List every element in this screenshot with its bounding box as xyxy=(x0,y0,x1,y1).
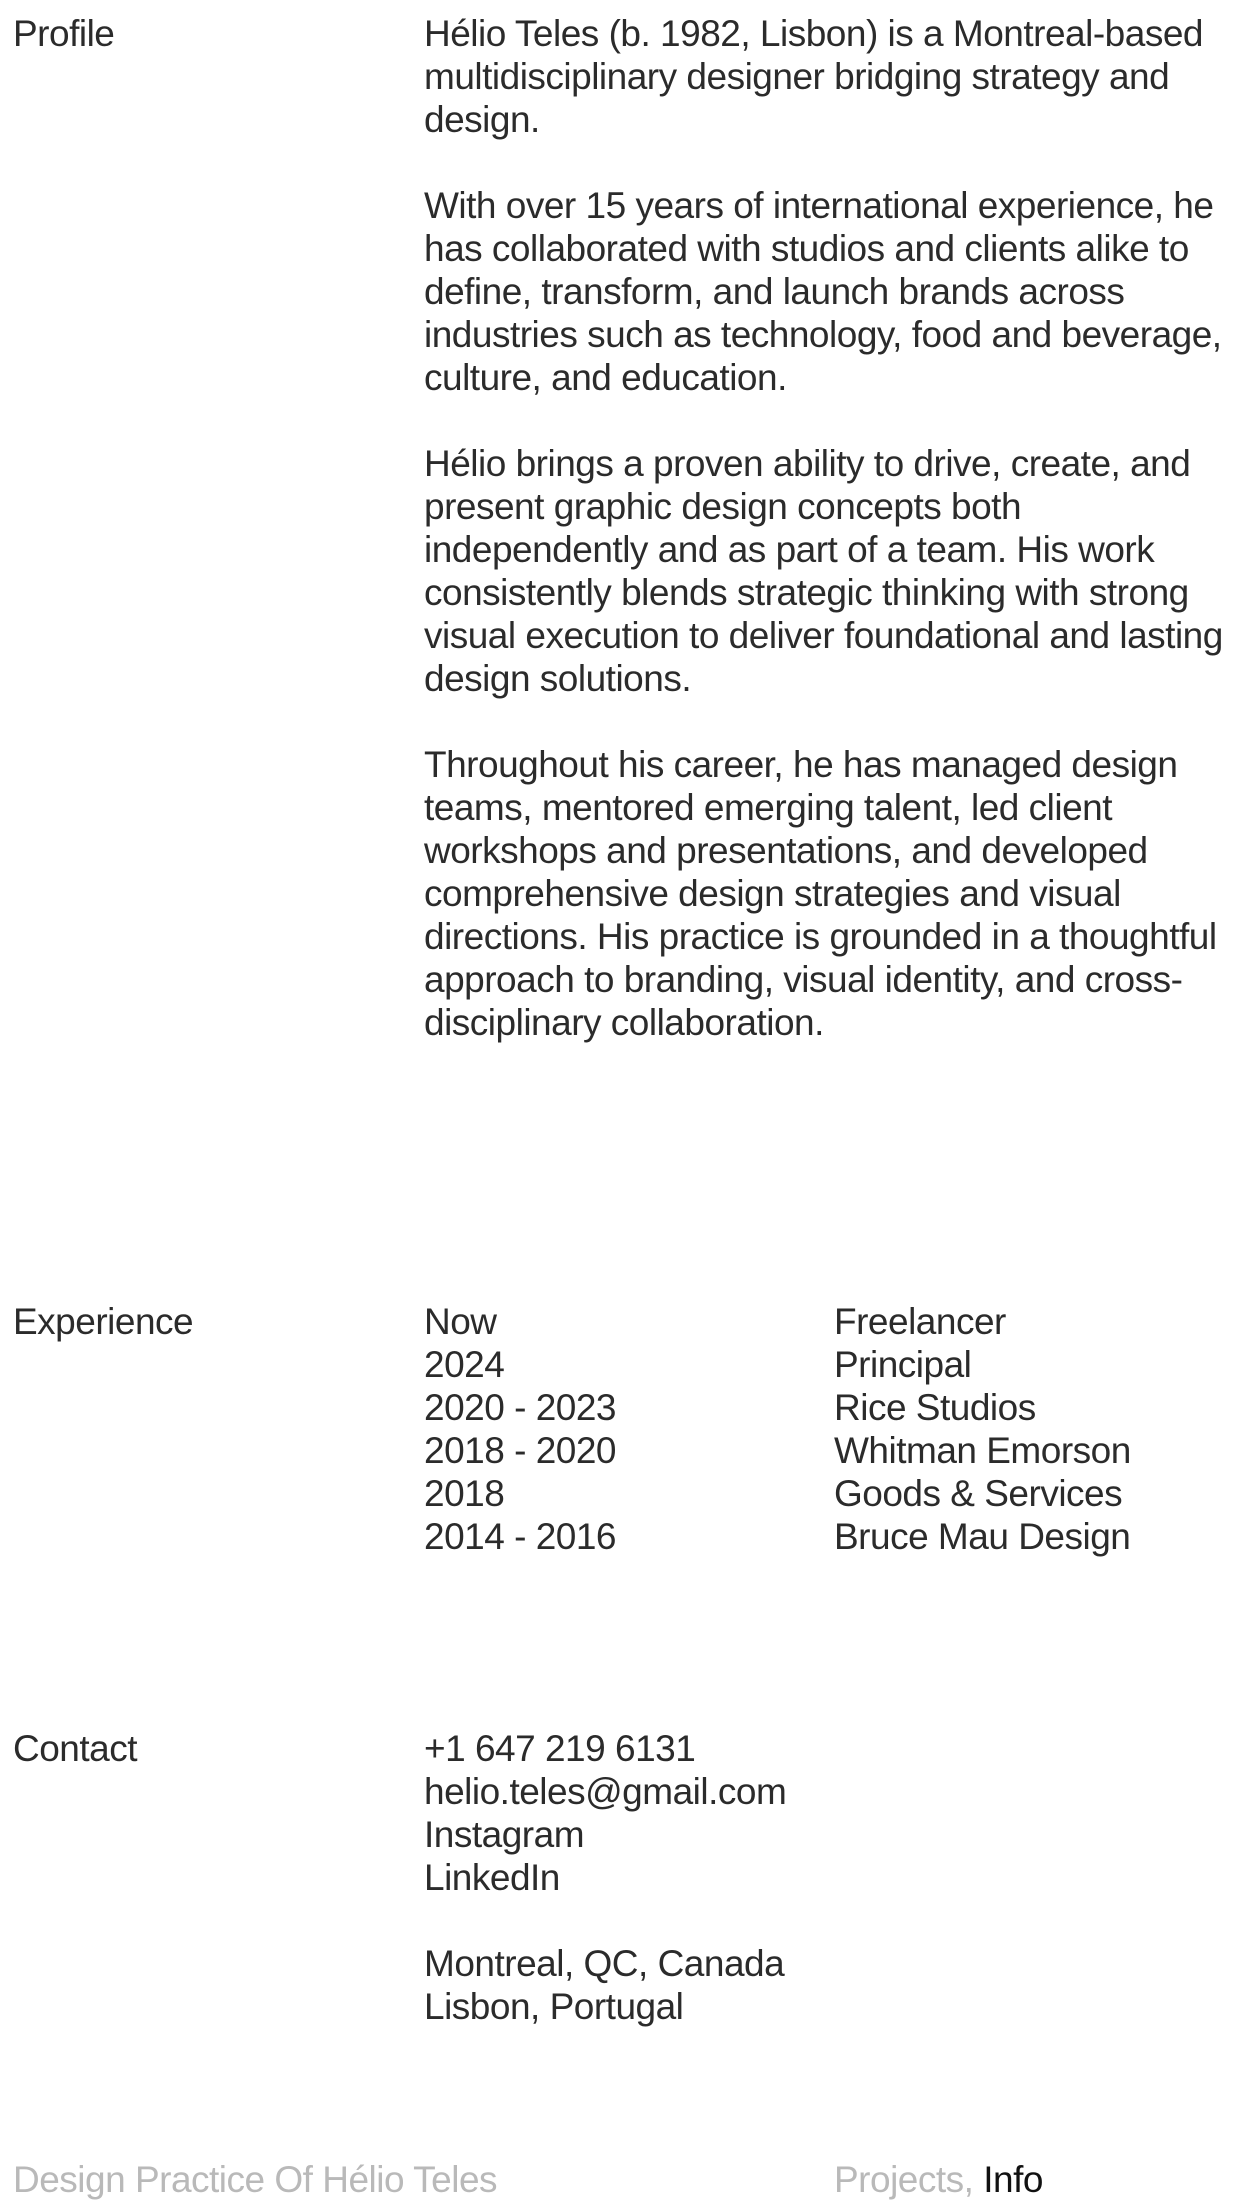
experience-role: Rice Studios xyxy=(834,1387,1036,1428)
location-item: Lisbon, Portugal xyxy=(424,1986,684,2027)
nav-info-link[interactable]: Info xyxy=(983,2159,1043,2200)
experience-years: 2018 xyxy=(424,1473,505,1514)
site-title-link[interactable]: Design Practice Of Hélio Teles xyxy=(13,2159,498,2200)
nav-projects-link[interactable]: Projects, xyxy=(834,2159,974,2200)
experience-years: 2018 - 2020 xyxy=(424,1430,617,1471)
bio-paragraph: Hélio Teles (b. 1982, Lisbon) is a Montreal-based multidisciplinary designer bridging strategy and design. xyxy=(424,13,1203,140)
experience-years-column xyxy=(424,1300,616,1558)
experience-years: Now xyxy=(424,1301,497,1342)
locations xyxy=(424,1942,784,2028)
experience-role: Bruce Mau Design xyxy=(834,1516,1131,1557)
bio-paragraph: Hélio brings a proven ability to drive, create, and present graphic design concepts both independently and as part of a team. His work consistently blends strategic thinking with strong visual execution to deliver foundational and lasting design solutions. xyxy=(424,443,1223,699)
experience-role: Principal xyxy=(834,1344,972,1385)
contact-heading: Contact xyxy=(13,1728,138,1769)
email-link[interactable]: helio.teles@gmail.com xyxy=(424,1771,787,1812)
experience-role: Freelancer xyxy=(834,1301,1006,1342)
experience-roles-column xyxy=(834,1300,1131,1558)
experience-years: 2020 - 2023 xyxy=(424,1387,617,1428)
profile-heading: Profile xyxy=(13,13,115,54)
profile-bio xyxy=(424,12,1234,1044)
footer-nav xyxy=(834,2158,1043,2201)
experience-role: Goods & Services xyxy=(834,1473,1123,1514)
contact-links xyxy=(424,1727,786,1899)
instagram-link[interactable]: Instagram xyxy=(424,1814,585,1855)
linkedin-link[interactable]: LinkedIn xyxy=(424,1857,560,1898)
experience-years: 2014 - 2016 xyxy=(424,1516,617,1557)
bio-paragraph: With over 15 years of international experience, he has collaborated with studios and clients alike to define, transform, and launch brands across industries such as technology, food and beverage, culture, and education. xyxy=(424,185,1222,398)
experience-role: Whitman Emorson xyxy=(834,1430,1131,1471)
experience-years: 2024 xyxy=(424,1344,505,1385)
experience-heading: Experience xyxy=(13,1301,194,1342)
bio-paragraph: Throughout his career, he has managed design teams, mentored emerging talent, led client workshops and presentations, and developed comprehensive design strategies and visual directions. His practice is grounded in a thoughtful approach to branding, visual identity, and cross-disciplinary collaboration. xyxy=(424,744,1217,1043)
phone-link[interactable]: +1 647 219 6131 xyxy=(424,1728,696,1769)
location-item: Montreal, QC, Canada xyxy=(424,1943,785,1984)
